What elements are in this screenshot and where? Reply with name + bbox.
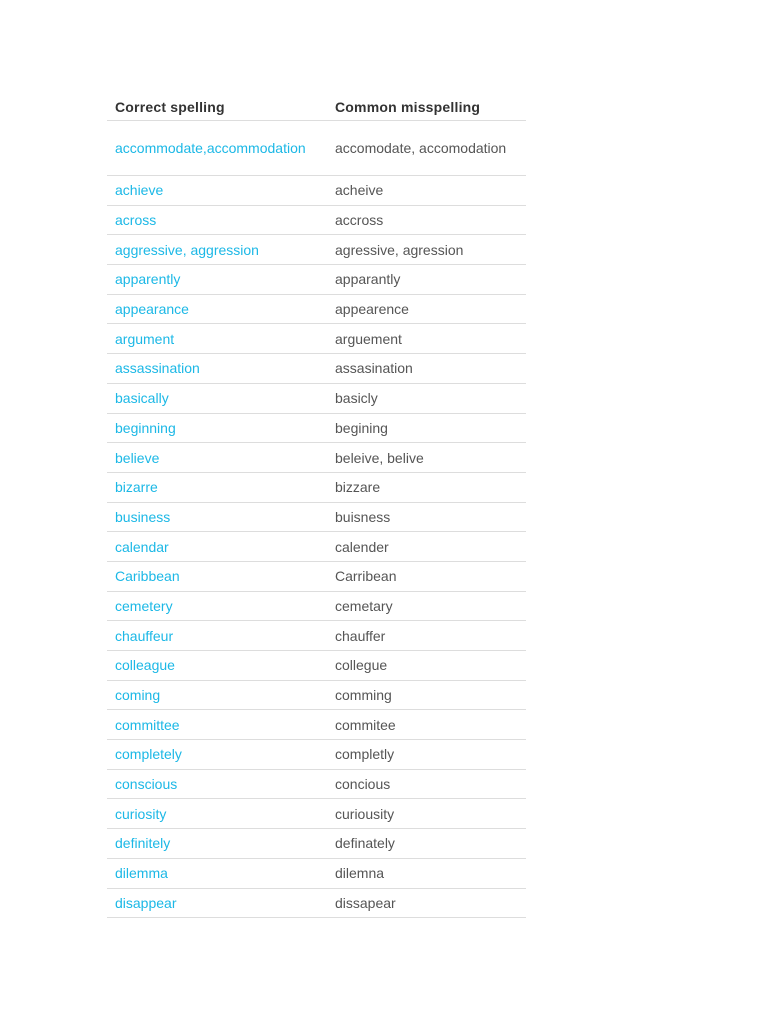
table-row [107, 176, 526, 206]
misspelling-cell: accross [327, 205, 526, 235]
misspelling-cell: begining [327, 413, 526, 443]
misspelling-cell: beleive, belive [327, 443, 526, 473]
table-row [107, 121, 526, 176]
table-row [107, 383, 526, 413]
misspelling-cell: appearence [327, 294, 526, 324]
correct-spelling-link[interactable]: appearance [107, 294, 327, 324]
misspelling-cell: Carribean [327, 561, 526, 591]
misspelling-cell: accomodate, accomodation [327, 121, 526, 176]
correct-spelling-link[interactable]: beginning [107, 413, 327, 443]
misspelling-cell: cemetary [327, 591, 526, 621]
correct-spelling-link[interactable]: accommodate,accommodation [107, 121, 327, 176]
header-common-misspelling: Common misspelling [327, 94, 526, 121]
correct-spelling-link[interactable]: conscious [107, 769, 327, 799]
misspelling-cell: dissapear [327, 888, 526, 918]
correct-spelling-link[interactable]: assassination [107, 354, 327, 384]
correct-spelling-link[interactable]: coming [107, 680, 327, 710]
misspelling-cell: bizzare [327, 472, 526, 502]
table-row [107, 710, 526, 740]
table-row [107, 651, 526, 681]
misspelling-cell: comming [327, 680, 526, 710]
misspelling-cell: calender [327, 532, 526, 562]
misspelling-cell: buisness [327, 502, 526, 532]
table-row [107, 324, 526, 354]
table-row [107, 858, 526, 888]
misspelling-cell: assasination [327, 354, 526, 384]
correct-spelling-link[interactable]: curiosity [107, 799, 327, 829]
table-row [107, 740, 526, 770]
correct-spelling-link[interactable]: achieve [107, 176, 327, 206]
correct-spelling-link[interactable]: basically [107, 383, 327, 413]
table-row [107, 561, 526, 591]
correct-spelling-link[interactable]: colleague [107, 651, 327, 681]
correct-spelling-link[interactable]: completely [107, 740, 327, 770]
spelling-table [107, 94, 526, 918]
misspelling-cell: commitee [327, 710, 526, 740]
correct-spelling-link[interactable]: cemetery [107, 591, 327, 621]
misspelling-cell: curiousity [327, 799, 526, 829]
table-row [107, 443, 526, 473]
table-row [107, 265, 526, 295]
misspelling-cell: completly [327, 740, 526, 770]
misspelling-cell: concious [327, 769, 526, 799]
correct-spelling-link[interactable]: dilemma [107, 858, 327, 888]
correct-spelling-link[interactable]: bizarre [107, 472, 327, 502]
table-row [107, 235, 526, 265]
misspelling-cell: chauffer [327, 621, 526, 651]
misspelling-cell: collegue [327, 651, 526, 681]
misspelling-cell: dilemna [327, 858, 526, 888]
misspelling-cell: apparantly [327, 265, 526, 295]
table-row [107, 829, 526, 859]
table-row [107, 413, 526, 443]
table-row [107, 591, 526, 621]
correct-spelling-link[interactable]: Caribbean [107, 561, 327, 591]
table-row [107, 502, 526, 532]
correct-spelling-link[interactable]: believe [107, 443, 327, 473]
table-row [107, 621, 526, 651]
misspelling-cell: arguement [327, 324, 526, 354]
table-header-row [107, 94, 526, 121]
correct-spelling-link[interactable]: across [107, 205, 327, 235]
table-row [107, 205, 526, 235]
correct-spelling-link[interactable]: chauffeur [107, 621, 327, 651]
misspelling-cell: agressive, agression [327, 235, 526, 265]
table-row [107, 354, 526, 384]
misspelling-cell: acheive [327, 176, 526, 206]
correct-spelling-link[interactable]: apparently [107, 265, 327, 295]
correct-spelling-link[interactable]: calendar [107, 532, 327, 562]
table-row [107, 532, 526, 562]
correct-spelling-link[interactable]: disappear [107, 888, 327, 918]
table-row [107, 769, 526, 799]
correct-spelling-link[interactable]: business [107, 502, 327, 532]
correct-spelling-link[interactable]: argument [107, 324, 327, 354]
misspelling-cell: basicly [327, 383, 526, 413]
table-row [107, 799, 526, 829]
table-row [107, 888, 526, 918]
header-correct-spelling: Correct spelling [107, 94, 327, 121]
misspelling-cell: definately [327, 829, 526, 859]
table-row [107, 294, 526, 324]
table-row [107, 472, 526, 502]
correct-spelling-link[interactable]: definitely [107, 829, 327, 859]
correct-spelling-link[interactable]: aggressive, aggression [107, 235, 327, 265]
table-row [107, 680, 526, 710]
correct-spelling-link[interactable]: committee [107, 710, 327, 740]
